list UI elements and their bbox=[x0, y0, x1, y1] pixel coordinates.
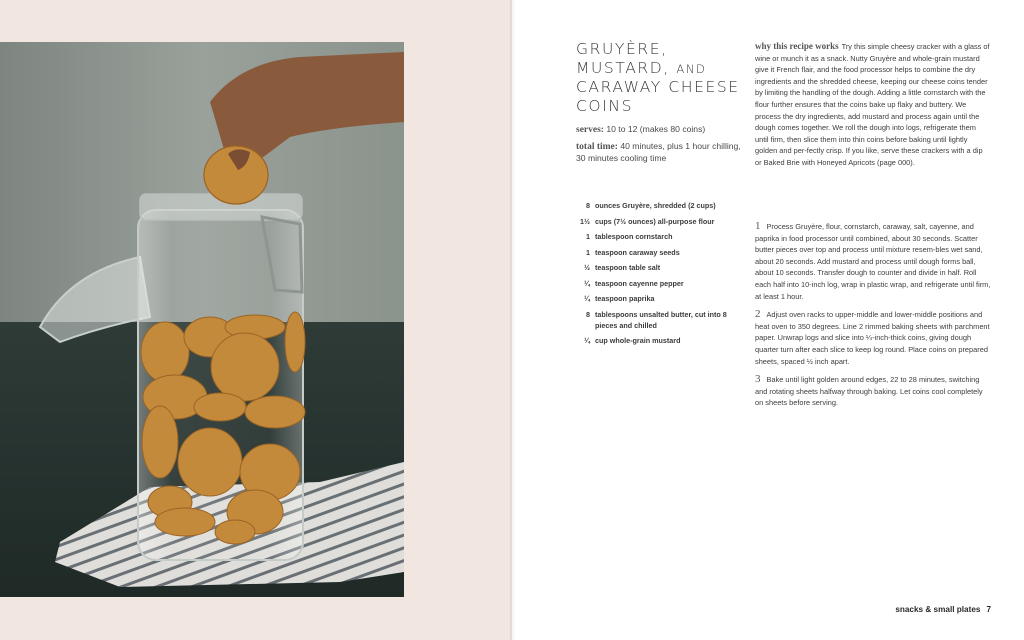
ingredient-item bbox=[560, 262, 750, 273]
ingredient-qty: ¼ bbox=[584, 278, 590, 288]
page-number: 7 bbox=[986, 605, 991, 614]
step-number: 2 bbox=[755, 308, 761, 321]
serves-info bbox=[576, 124, 746, 136]
ingredient-item bbox=[560, 335, 750, 346]
method-steps bbox=[755, 221, 991, 409]
title-line-4: COINS bbox=[576, 96, 634, 115]
ingredient-qty: 1 bbox=[586, 247, 590, 257]
method-step bbox=[755, 221, 991, 302]
ingredient-text: teaspoon caraway seeds bbox=[595, 247, 680, 257]
ingredient-text: teaspoon table salt bbox=[595, 263, 661, 272]
ingredient-item bbox=[560, 216, 750, 227]
ingredient-qty: 8 bbox=[586, 201, 590, 210]
recipe-title bbox=[576, 40, 746, 115]
ingredient-text: tablespoon cornstarch bbox=[595, 232, 673, 241]
ingredient-text: teaspoon paprika bbox=[595, 294, 655, 303]
serves-value: 10 to 12 (makes 80 coins) bbox=[606, 124, 706, 134]
ingredient-text: cups (7½ ounces) all-purpose flour bbox=[595, 216, 715, 226]
title-line-3: CARAWAY CHEESE bbox=[576, 78, 740, 96]
ingredient-item bbox=[560, 231, 750, 242]
total-time-label: total time: bbox=[576, 142, 618, 152]
why-text: Try this simple cheesy cracker with a glass of wine or munch it as a snack. Nutty Gruyère and whole-grain mustard give it French flair, and the food processor helps to combine the dry ingredients and the shredded cheese, keeping our cheese coins tender by limiting the handling of the dough. Adding a little cornstarch with the flour further ensures that the coins bake up flaky and buttery. We process the dry ingredients, add mustard and process again until the dough comes together. We roll the dough into logs, refrigerate them until firm, then slice them into thin coins before baking until lightly golden and per-fectly crisp. If you like, serve these crackers with a dip or Baked Brie with Honeyed Apricots (page 000). bbox=[755, 42, 990, 167]
step-text: Adjust oven racks to upper-middle and lower-middle positions and heat oven to 350 degrees. Line 2 rimmed baking sheets with parchment paper. Unwrap logs and slice into ¼-inch-thick coins, giving dough quarter turn after each slice to keep log round. Place coins on prepared sheets, spaced ½ inch apart. bbox=[755, 310, 990, 366]
ingredient-list bbox=[560, 200, 750, 346]
ingredient-text: teaspoon cayenne pepper bbox=[595, 278, 684, 288]
why-this-recipe-works bbox=[755, 41, 991, 169]
step-number: 3 bbox=[755, 373, 761, 386]
ingredient-text: cup whole-grain mustard bbox=[595, 336, 681, 345]
ingredient-qty: ½ bbox=[584, 263, 590, 272]
ingredient-qty: 1½ bbox=[580, 216, 590, 226]
ingredient-text: ounces Gruyère, shredded (2 cups) bbox=[595, 201, 716, 210]
total-time-info bbox=[576, 141, 746, 164]
recipe-photo bbox=[0, 42, 404, 597]
ingredient-qty: ¼ bbox=[584, 336, 590, 345]
ingredient-text: tablespoons unsalted butter, cut into 8 pieces and chilled bbox=[595, 309, 727, 330]
ingredient-item bbox=[560, 278, 750, 289]
ingredient-item bbox=[560, 247, 750, 258]
page-gutter-shadow bbox=[510, 0, 516, 640]
method-step bbox=[755, 374, 991, 409]
step-text: Bake until light golden around edges, 22 to 28 minutes, switching and rotating sheets halfway through baking. Let coins cool completely on sheets before serving. bbox=[755, 375, 983, 408]
ingredient-qty: 8 bbox=[586, 309, 590, 319]
title-line-1: GRUYÈRE, bbox=[576, 40, 668, 58]
total-time-value: 40 minutes, plus 1 hour chilling, 30 minutes cooling time bbox=[576, 141, 741, 163]
step-number: 1 bbox=[755, 220, 761, 232]
title-line-2: MUSTARD, bbox=[576, 58, 670, 77]
ingredient-item bbox=[560, 293, 750, 304]
page-footer bbox=[895, 605, 991, 614]
ingredient-qty: ¼ bbox=[584, 294, 590, 303]
footer-section: snacks & small plates bbox=[895, 605, 981, 614]
why-lead: why this recipe works bbox=[755, 41, 839, 51]
cheese-coins-jar-illustration bbox=[0, 42, 404, 597]
serves-label: serves: bbox=[576, 125, 604, 135]
method-step bbox=[755, 309, 991, 367]
ingredient-qty: 1 bbox=[586, 232, 590, 241]
ingredient-item bbox=[560, 200, 750, 211]
step-text: Process Gruyère, flour, cornstarch, caraway, salt, cayenne, and paprika in food processor until combined, about 30 seconds. Scatter butter pieces over top and process until mixture resem-bles wet sand, about 20 seconds. Add mustard and process until dough forms ball, about 10 seconds. Transfer dough to counter and divide in half. Roll each half into 10-inch log, wrap in plastic wrap, and refrigerate until firm, at least 1 hour. bbox=[755, 222, 991, 301]
title-and: AND bbox=[676, 61, 707, 76]
ingredient-item bbox=[560, 309, 750, 331]
